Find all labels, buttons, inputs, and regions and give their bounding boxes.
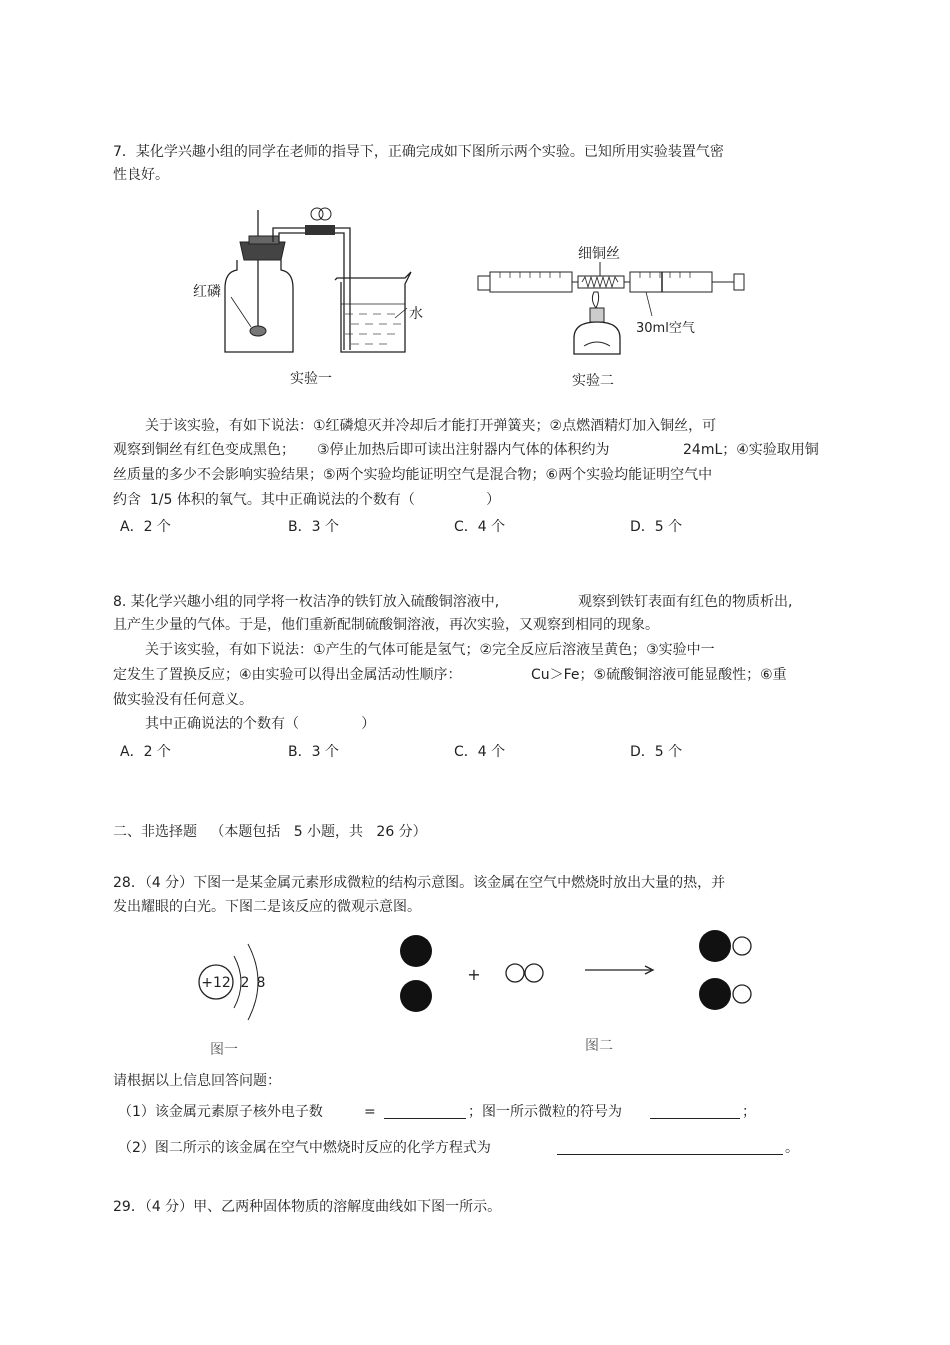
q28-prompt: 请根据以上信息回答问题： [113, 1073, 281, 1089]
q8-option-b[interactable]: B．3 个 [288, 744, 339, 760]
reaction-micro-figure [385, 925, 765, 1060]
q28-sub2a: （2）图二所示的该金属在空气中燃烧时反应的化学方程式为 [118, 1140, 491, 1156]
q8-option-a[interactable]: A．2 个 [120, 744, 171, 760]
atom-nucleus: +12 [201, 975, 231, 991]
q28-line1: 28．（4 分）下图一是某金属元素形成微粒的结构示意图。该金属在空气中燃烧时放出大量的热，并 [113, 875, 726, 891]
answer-blank-particle-symbol[interactable] [650, 1104, 740, 1119]
fig2-reaction-caption: 图二 [585, 1038, 613, 1054]
q8-line6: 其中正确说法的个数有（ ） [145, 716, 376, 732]
shell-2-electrons: 8 [256, 975, 266, 991]
atom-structure-figure [190, 930, 300, 1060]
q7-option-b[interactable]: B．3 个 [288, 519, 339, 535]
metal-atom [400, 935, 432, 967]
product-oxygen-atom [733, 985, 751, 1003]
product-metal-atom [699, 978, 731, 1010]
q7-option-c[interactable]: C．4 个 [454, 519, 506, 535]
q8-line3: 关于该实验，有如下说法：①产生的气体可能是氢气；②完全反应后溶液呈黄色；③实验中一 [145, 642, 715, 658]
section2-heading: 二、非选择题 （本题包括 5 小题，共 26 分） [113, 824, 427, 840]
q8-line2: 且产生少量的气体。于是，他们重新配制硫酸铜溶液，再次实验，又观察到相同的现象。 [113, 617, 659, 633]
fig1-atom-caption: 图一 [210, 1042, 238, 1058]
product-oxygen-atom [733, 937, 751, 955]
q7-body-line2c: 24mL；④实验取用铜 [683, 442, 819, 458]
q28-sub1b: = [364, 1104, 376, 1120]
fig2-label-wire: 细铜丝 [578, 246, 620, 262]
answer-blank-electron-count[interactable] [384, 1104, 466, 1119]
q7-body-line2b: ③停止加热后即可读出注射器内气体的体积约为 [317, 442, 610, 458]
q8-line4a: 定发生了置换反应；④由实验可以得出金属活动性顺序： [113, 667, 462, 683]
q8-option-d[interactable]: D．5 个 [630, 744, 683, 760]
q7-stem-line1: 7．某化学兴趣小组的同学在老师的指导下，正确完成如下图所示两个实验。已知所用实验装置气密 [113, 144, 724, 160]
q8-line1b: 观察到铁钉表面有红色的物质析出, [578, 594, 793, 610]
q7-body-line3: 丝质量的多少不会影响实验结果；⑤两个实验均能证明空气是混合物；⑥两个实验均能证明空气中 [113, 467, 713, 483]
shell-1-electrons: 2 [240, 975, 250, 991]
fig1-label-water: 水 [409, 306, 423, 322]
q8-line4b: Cu＞Fe；⑤硫酸铜溶液可能显酸性；⑥重 [531, 667, 787, 683]
fig1-caption: 实验一 [290, 371, 332, 387]
q8-line1a: 8. 某化学兴趣小组的同学将一枚洁净的铁钉放入硫酸铜溶液中, [113, 594, 500, 610]
q7-body-line1: 关于该实验，有如下说法：①红磷熄灭并冷却后才能打开弹簧夹；②点燃酒精灯加入铜丝，可 [145, 418, 717, 434]
experiment-1-figure [185, 200, 455, 395]
plus-sign: + [467, 965, 481, 984]
q7-option-d[interactable]: D．5 个 [630, 519, 683, 535]
fig1-label-phosphorus: 红磷 [193, 284, 221, 300]
q28-line2: 发出耀眼的白光。下图二是该反应的微观示意图。 [113, 899, 421, 915]
oxygen-atom [506, 964, 524, 982]
q28-sub2b: 。 [785, 1140, 799, 1156]
metal-atom [400, 980, 432, 1012]
oxygen-atom [525, 964, 543, 982]
q28-sub1d: ； [742, 1104, 756, 1120]
q28-sub1c: ；图一所示微粒的符号为 [468, 1104, 622, 1120]
q7-body-line2a: 观察到铜丝有红色变成黑色； [113, 442, 295, 458]
fig2-label-air: 30ml空气 [636, 321, 695, 336]
q29-line1: 29．（4 分）甲、乙两种固体物质的溶解度曲线如下图一所示。 [113, 1199, 502, 1215]
q7-body-line4: 约含 1/5 体积的氧气。其中正确说法的个数有（ ） [113, 492, 501, 508]
experiment-2-figure [470, 238, 760, 393]
answer-blank-equation[interactable] [557, 1140, 783, 1155]
q8-option-c[interactable]: C．4 个 [454, 744, 506, 760]
q7-option-a[interactable]: A．2 个 [120, 519, 171, 535]
q7-stem-line2: 性良好。 [113, 167, 169, 183]
q28-sub1a: （1）该金属元素原子核外电子数 [118, 1104, 323, 1120]
q8-line5: 做实验没有任何意义。 [113, 692, 253, 708]
fig2-caption: 实验二 [572, 373, 614, 389]
product-metal-atom [699, 930, 731, 962]
